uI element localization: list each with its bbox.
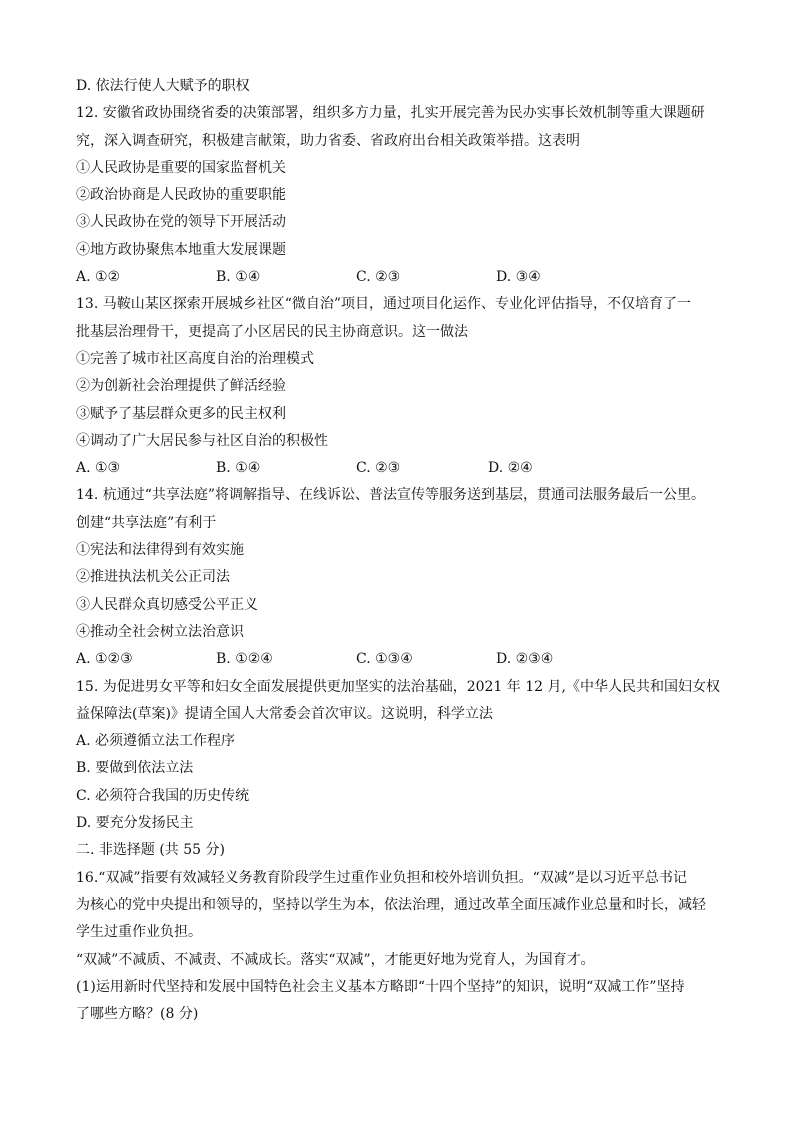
q15-stem-line2: 益保障法(草案)》提请全国人大常委会首次审议。这说明，科学立法 xyxy=(76,705,493,722)
q12-statement-4: ④地方政协聚焦本地重大发展课题 xyxy=(76,241,286,258)
q15-option-c: C. 必须符合我国的历史传统 xyxy=(76,787,250,804)
q11-option-d: D. 依法行使人大赋予的职权 xyxy=(76,78,250,94)
q14-statement-1: ①宪法和法律得到有效实施 xyxy=(76,542,244,559)
q13-stem-line1: 13. 马鞍山某区探索开展城乡社区“微自治”项目，通过项目化运作、专业化评估指导，不仅培育了一 xyxy=(76,296,692,313)
q12-options xyxy=(76,264,733,291)
q13-stem-line2: 批基层治理骨干，更提高了小区居民的民主协商意识。这一做法 xyxy=(76,323,468,340)
section-heading: 二. 非选择题 (共 55 分) xyxy=(76,842,225,859)
q13-option-b: B. ①④ xyxy=(216,460,261,477)
q14-options xyxy=(76,646,733,673)
q14-stem-line1: 14. 杭通过“共享法庭”将调解指导、在线诉讼、普法宣传等服务送到基层，贯通司法服务最后一公里。 xyxy=(76,487,706,504)
q12-option-c: C. ②③ xyxy=(356,269,401,286)
q15-stem-line1: 15. 为促进男女平等和妇女全面发展提供更加坚实的法治基础，2021 年 12 月,《中华人民共和国妇女权 xyxy=(76,678,720,695)
q13-option-d: D. ②④ xyxy=(488,460,533,477)
q15-option-a: A. 必须遵循立法工作程序 xyxy=(76,733,236,750)
q12-stem-line1: 12. 安徽省政协围绕省委的决策部署，组织多方力量，扎实开展完善为民办实事长效机制等重大课题研 xyxy=(76,105,705,122)
q14-option-b: B. ①②④ xyxy=(216,651,273,668)
q15-option-b: B. 要做到依法立法 xyxy=(76,760,194,777)
q12-option-b: B. ①④ xyxy=(216,269,261,286)
q14-option-a: A. ①②③ xyxy=(76,651,133,668)
q16-subquestion-1-line1: (1)运用新时代坚持和发展中国特色社会主义基本方略即“十四个坚持”的知识，说明“双减工作”坚持 xyxy=(76,978,685,995)
q12-option-a: A. ①② xyxy=(76,269,121,286)
q16-material-line4: “双减”不减质、不减责、不减成长。落实“双减”，才能更好地为党育人，为国育才。 xyxy=(76,951,595,968)
q12-option-d: D. ③④ xyxy=(496,269,541,286)
q14-option-d: D. ②③④ xyxy=(496,651,554,668)
q13-statement-2: ②为创新社会治理提供了鲜活经验 xyxy=(76,378,286,395)
q12-stem-line2: 究，深入调查研究，积极建言献策，助力省委、省政府出台相关政策举措。这表明 xyxy=(76,132,580,149)
q14-statement-3: ③人民群众真切感受公平正义 xyxy=(76,596,258,613)
q13-option-c: C. ②③ xyxy=(356,460,401,477)
q14-stem-line2: 创建“共享法庭”有利于 xyxy=(76,514,217,531)
q12-statement-3: ③人民政协在党的领导下开展活动 xyxy=(76,214,286,231)
q13-statement-3: ③赋予了基层群众更多的民主权利 xyxy=(76,405,286,422)
q16-material-line1: 16.“双减”指要有效减轻义务教育阶段学生过重作业负担和校外培训负担。“双减”是以习近平总书记 xyxy=(76,869,687,886)
q14-statement-2: ②推进执法机关公正司法 xyxy=(76,569,230,586)
q13-options xyxy=(76,455,733,482)
q14-option-c: C. ①③④ xyxy=(356,651,413,668)
q13-option-a: A. ①③ xyxy=(76,460,121,477)
q12-statement-1: ①人民政协是重要的国家监督机关 xyxy=(76,159,286,176)
q16-material-line2: 为核心的党中央提出和领导的，坚持以学生为本，依法治理，通过改革全面压减作业总量和时长，减轻 xyxy=(76,896,706,913)
q13-statement-1: ①完善了城市社区高度自治的治理模式 xyxy=(76,350,314,367)
q12-statement-2: ②政治协商是人民政协的重要职能 xyxy=(76,187,286,204)
q13-statement-4: ④调动了广大居民参与社区自治的积极性 xyxy=(76,432,328,449)
q16-material-line3: 学生过重作业负担。 xyxy=(76,924,202,941)
q16-subquestion-1-line2: 了哪些方略？(8 分) xyxy=(76,1006,199,1023)
q14-statement-4: ④推动全社会树立法治意识 xyxy=(76,623,244,640)
q15-option-d: D. 要充分发扬民主 xyxy=(76,815,194,832)
